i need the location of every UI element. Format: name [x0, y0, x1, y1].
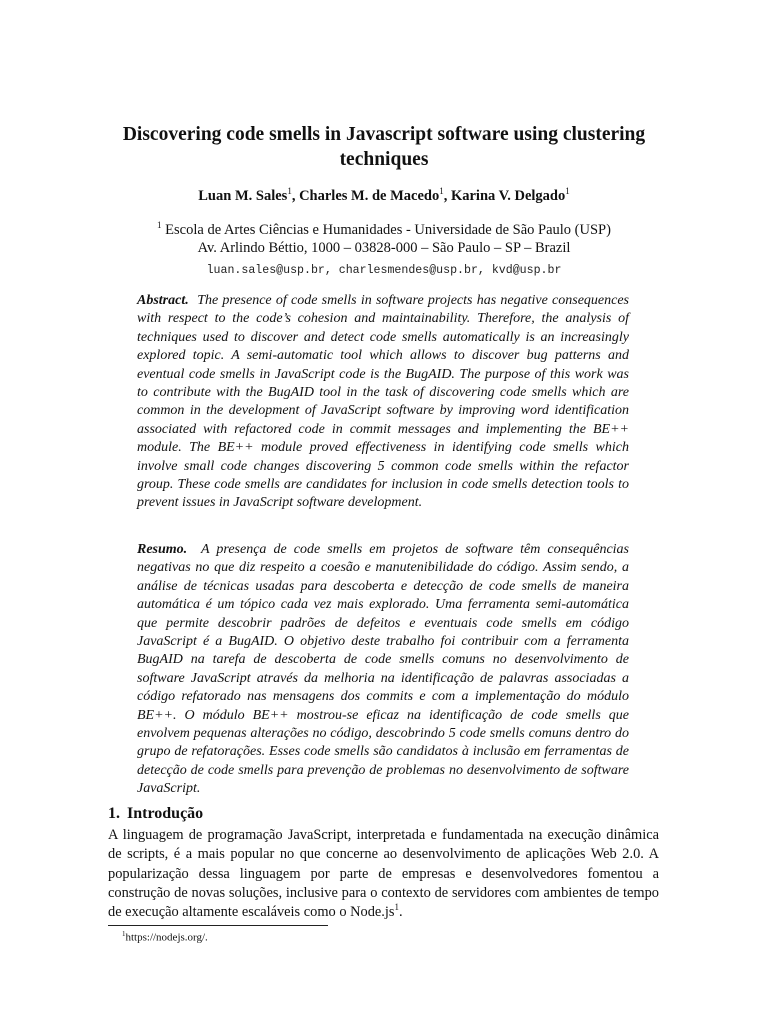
resumo-paragraph — [137, 541, 629, 799]
author-name: Karina V. Delgado — [450, 187, 566, 204]
abstract-label: Abstract. — [137, 293, 189, 308]
paper-title: Discovering code smells in Javascript software using clustering techniques — [122, 124, 646, 170]
footnote-marker: 1 — [122, 930, 126, 938]
footnote-divider — [108, 925, 328, 926]
footnote-reference: 1 — [394, 902, 399, 913]
author-name: Charles M. de Macedo — [299, 187, 440, 204]
section-title: Introdução — [127, 805, 204, 822]
affiliation-line-2: Av. Arlindo Béttio, 1000 – 03828-000 – São Paulo – SP – Brazil — [197, 239, 571, 256]
author-affil-marker: 1 — [565, 186, 570, 196]
abstract-text: The presence of code smells in software projects has negative consequences with respect to the code’s cohesion and maintainability. Therefore, the analysis of techniques used to discover and detect code smells automatically is an increasingly explored topic. A semi-automatic tool which allows to discover bug patterns and eventual code smells in JavaScript code is the BugAID. The purpose of this work was to contribute with the BugAID tool in the task of discovering code smells which are common in the development of JavaScript software by improving word identification associated with refactored code in commit messages and implementing the BE++ module. The BE++ module proved effectiveness in identifying code smells which involve small code changes discovering 5 common code smells within the refactor group. These code smells are candidates for inclusion in code smells detection tools to prevent issues in JavaScript software development. — [137, 293, 629, 511]
author-name: Luan M. Sales — [198, 187, 288, 204]
resumo-text: A presença de code smells em projetos de software têm consequências negativas no que diz respeito a coesão e manutenibilidade do código. Assim sendo, a análise de técnicas usadas para descoberta e detecção de code smells de maneira automática é um tópico cada vez mais explorado. Uma ferramenta semi-automática que permite descobrir padrões de defeitos e eventuais code smells em código JavaScript é a BugAID. O objetivo deste trabalho foi contribuir com a ferramenta BugAID na tarefa de descoberta de code smells comuns no desenvolvimento de software JavaScript através da melhoria na identificação de palavras associadas a código refatorado nas mensagens dos commits e com a implementação do módulo BE++. O módulo BE++ mostrou-se eficaz na identificação de code smells que envolvem pequenas alterações no código, descobrindo 5 code smells comuns dentro do grupo de refatorações. Esses code smells são candidatos à inclusão em ferramentas de detecção de code smells para prevenção de problemas no desenvolvimento de software JavaScript. — [137, 542, 629, 797]
author-affil-marker: 1 — [439, 186, 444, 196]
section-number: 1. — [108, 805, 120, 822]
abstract-paragraph — [137, 292, 629, 513]
affiliation-line-1: $^1$ Escola de Artes Ciências e Humanidades - Universidade de São Paulo (USP) — [157, 220, 611, 238]
introduction-text: A linguagem de programação JavaScript, interpretada e fundamentada na execução dinâmica de scripts, é a mais popular no que concerne ao desenvolvimento de aplicações Web 2.0. A popularização dessa linguagem por parte de empresas e desenvolvedores fomentou a construção de novas soluções, inclusive para o contexto de servidores com ambientes de tempo de execução altamente escaláveis como o Node.js — [108, 827, 659, 921]
affiliation-marker: 1 — [157, 220, 162, 230]
footnote-link[interactable]: https://nodejs.org/. — [125, 931, 208, 944]
introduction-paragraph: A linguagem de programação JavaScript, interpretada e fundamentada na execução dinâmica de scripts, é a mais popular no que concerne ao desenvolvimento de aplicações Web 2.0. A popularização dessa linguagem por parte de empresas e desenvolvedores fomentou a construção de novas soluções, inclusive para o contexto de servidores com ambientes de tempo de execução altamente escaláveis como o $Node.js^1$. — [108, 827, 659, 921]
author-affil-marker: 1 — [287, 186, 292, 196]
author-list: Luan M. Sales$^1$, Charles M. de Macedo$^1$, Karina V. Delgado$^1$ — [198, 186, 570, 204]
author-emails: luan.sales@usp.br, charlesmendes@usp.br, kvd@usp.br — [206, 264, 562, 277]
resumo-label: Resumo. — [137, 542, 188, 557]
footnote — [122, 927, 208, 945]
section-heading — [108, 804, 203, 824]
affiliation — [60, 216, 708, 257]
